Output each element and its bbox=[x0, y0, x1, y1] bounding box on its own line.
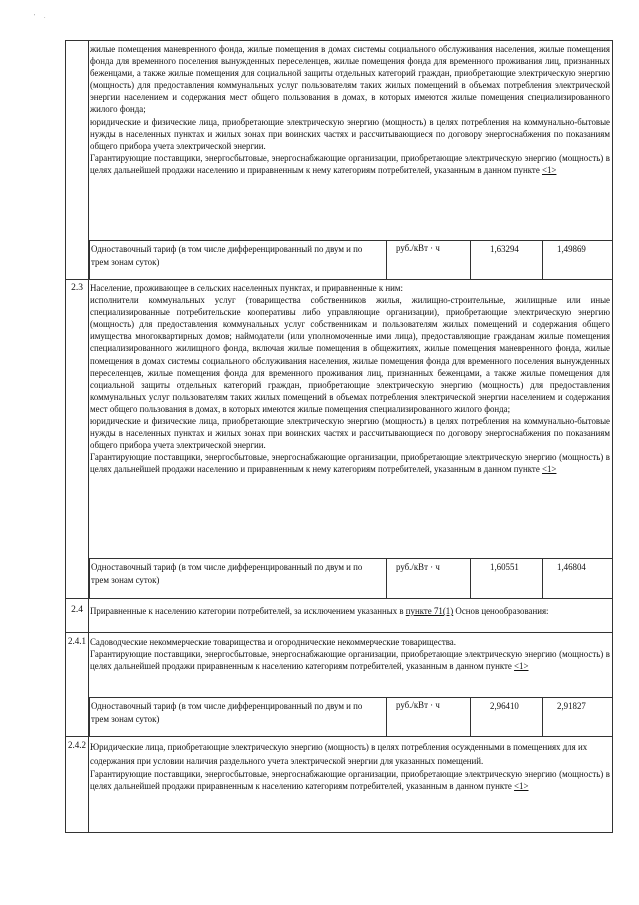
paragraph: юридические и физические лица, приобретающие электрическую энергию (мощность) в целях потребления на коммунально-бытовые нужды в населенных пунктах и жилых зонах при воинских частях и рассчитывающиеся по договору энергоснабжения по показаниям общего прибора учета электрической энергии. bbox=[90, 416, 610, 451]
footnote-link[interactable]: <1> bbox=[541, 464, 557, 475]
section-2-3-text bbox=[90, 282, 610, 476]
section-2-4-2-text bbox=[90, 740, 610, 792]
row-number: 2.3 bbox=[71, 283, 83, 293]
tariff-label: Одноставочный тариф (в том числе дифференцированный по двум и по трем зонам суток) bbox=[91, 701, 363, 724]
row-divider bbox=[65, 632, 613, 633]
scan-mark: . bbox=[44, 14, 46, 20]
paragraph bbox=[90, 451, 610, 475]
tariff-value-1: 1,63294 bbox=[490, 244, 519, 254]
section-continued-text bbox=[90, 43, 610, 176]
paragraph-text: Гарантирующие поставщики, энергосбытовые, энергоснабжающие организации, приобретающие электрическую энергию (мощность) в целях дальнейшей продажи населению и приравненным к нему категориям потребителей, указанным в данном пункте bbox=[90, 152, 610, 175]
paragraph-text: Гарантирующие поставщики, энергосбытовые, энергоснабжающие организации, приобретающие электрическую энергию (мощность) в целях дальнейшей продажи приравненным к населению категориям потребителей, указанным в данном пункте bbox=[90, 769, 610, 792]
tariff-value-2: 1,46804 bbox=[557, 562, 586, 572]
cell-divider bbox=[386, 240, 387, 279]
row-number: 2.4.1 bbox=[68, 636, 86, 646]
footnote-link[interactable]: <1> bbox=[514, 661, 529, 672]
reference-link[interactable]: пункте 71(1) bbox=[405, 606, 454, 616]
tariff-unit: руб./кВт · ч bbox=[396, 562, 440, 572]
footnote-link[interactable]: <1> bbox=[541, 164, 557, 175]
cell-divider bbox=[470, 697, 471, 736]
row-number: 2.4 bbox=[71, 605, 83, 615]
cell-divider bbox=[470, 558, 471, 598]
cell-divider bbox=[386, 697, 387, 736]
tariff-value-2: 1,49869 bbox=[557, 244, 586, 254]
tariff-unit: руб./кВт · ч bbox=[396, 243, 440, 253]
cell-divider bbox=[542, 697, 543, 736]
cell-divider bbox=[470, 240, 471, 279]
paragraph: Садоводческие некоммерческие товарищества и огороднические некоммерческие товарищества. bbox=[90, 637, 456, 647]
paragraph-text: Приравненные к населению категории потребителей, за исключением указанных в bbox=[90, 606, 406, 616]
paragraph bbox=[90, 648, 610, 672]
table-border-left bbox=[65, 40, 66, 832]
row-number: 2.4.2 bbox=[68, 740, 86, 750]
paragraph: Юридические лица, приобретающие электрическую энергию (мощность) в целях потребления осужденными в помещениях для их содержания при условии наличия раздельного учета электрической энергии для указанных помещений. bbox=[90, 742, 588, 766]
paragraph bbox=[90, 768, 610, 792]
paragraph: исполнители коммунальных услуг (товарищества собственников жилья, жилищно-строительные, жилищные или иные специализированные потребительские кооперативы либо управляющие организации), приобретающие электрическую энергию (мощность) для предоставления коммунальных услуг собственникам и пользователям жилых помещений и содержания общего имущества многоквартирных домов; наймодатели (или уполномоченные ими лица), предоставляющие гражданам жилые помещения специализированного жилищного фонда, включая жилые помещения в общежитиях, жилые помещения маневренного фонда, жилые помещения в домах системы социального обслуживания населения, жилые помещения фонда для временного поселения вынужденных переселенцев, жилые помещения фонда для временного проживания лиц, признанных беженцами, а также жилые помещения для социальной защиты отдельных категорий граждан, приобретающие электрическую энергию (мощность) для предоставления коммунальных услуг пользователям таких жилых помещений в объемах потребления электрической энергии населением и содержания мест общего пользования в домах, в которых имеются жилые помещения специализированного жилого фонда; bbox=[90, 295, 610, 414]
paragraph: жилые помещения маневренного фонда, жилые помещения в домах системы социального обслуживания населения, жилые помещения фонда для временного поселения вынужденных переселенцев, жилые помещения фонда для временного проживания лиц, признанных беженцами, а также жилые помещения для социальной защиты отдельных категорий граждан, приобретающие электрическую энергию (мощность) для предоставления коммунальных услуг пользователям таких жилых помещений в объемах потребления электрической энергии населением и содержания мест общего пользования в домах, в которых имеются жилые помещения специализированного жилого фонда; bbox=[90, 44, 610, 115]
table-border-top bbox=[65, 40, 613, 41]
paragraph: Население, проживающее в сельских населенных пунктах, и приравненные к ним: bbox=[90, 283, 403, 293]
paragraph-text: Гарантирующие поставщики, энергосбытовые, энергоснабжающие организации, приобретающие электрическую энергию (мощность) в целях дальнейшей продажи населению и приравненным к нему категориям потребителей, указанным в данном пункте bbox=[90, 452, 610, 475]
section-2-4-text bbox=[90, 604, 610, 618]
paragraph-text: Основ ценообразования: bbox=[453, 606, 549, 616]
cell-divider bbox=[542, 558, 543, 598]
paragraph: юридические и физические лица, приобретающие электрическую энергию (мощность) в целях потребления на коммунально-бытовые нужды в населенных пунктах и жилых зонах при воинских частях и рассчитывающиеся по договору энергоснабжения по показаниям общего прибора учета электрической энергии. bbox=[90, 116, 610, 151]
paragraph-text: Гарантирующие поставщики, энергосбытовые, энергоснабжающие организации, приобретающие электрическую энергию (мощность) в целях дальнейшей продажи приравненным к населению категориям потребителей, указанным в данном пункте bbox=[90, 649, 610, 672]
tariff-label: Одноставочный тариф (в том числе дифференцированный по двум и по трем зонам суток) bbox=[91, 244, 363, 267]
paragraph bbox=[90, 152, 610, 176]
scan-mark: ' bbox=[34, 14, 36, 20]
tariff-value-1: 1,60551 bbox=[490, 562, 519, 572]
cell-divider bbox=[542, 240, 543, 279]
tariff-label: Одноставочный тариф (в том числе дифференцированный по двум и по трем зонам суток) bbox=[91, 562, 363, 585]
footnote-link[interactable]: <1> bbox=[514, 781, 529, 792]
cell-divider bbox=[386, 558, 387, 598]
table-border-bottom bbox=[65, 832, 613, 833]
tariff-unit: руб./кВт · ч bbox=[396, 700, 440, 710]
tariff-value-2: 2,91827 bbox=[557, 701, 586, 711]
section-2-4-1-text bbox=[90, 636, 610, 672]
tariff-value-1: 2,96410 bbox=[490, 701, 519, 711]
